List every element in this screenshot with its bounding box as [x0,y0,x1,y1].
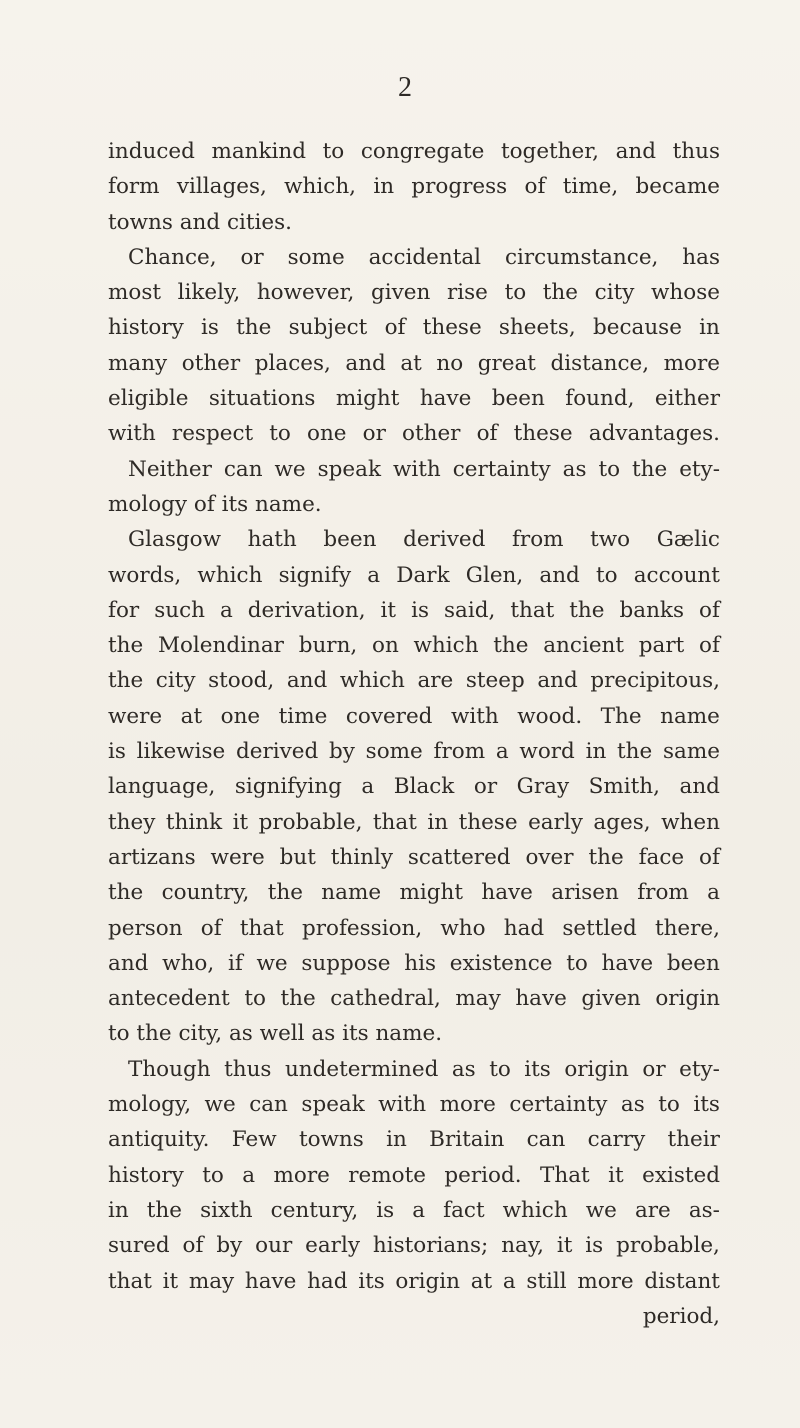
text-line: sured of by our early historians; nay, it is probable, [108,1233,720,1259]
text-line: in the sixth century, is a fact which we are as- [108,1197,720,1223]
page-number: 2 [398,72,412,103]
text-line: with respect to one or other of these advantages. [108,421,720,447]
text-line: the city stood, and which are steep and precipitous, [108,668,720,694]
text-line: antecedent to the cathedral, may have given origin [108,986,720,1012]
text-line: antiquity. Few towns in Britain can carry their [108,1127,720,1153]
text-line: is likewise derived by some from a word in the same [108,739,720,765]
text-line: towns and cities. [108,209,292,235]
text-line: the Molendinar burn, on which the ancient part of [108,633,720,659]
text-line: artizans were but thinly scattered over the face of [108,844,720,870]
catchword: period, [642,1303,720,1329]
text-line: Neither can we speak with certainty as to the ety- [128,456,720,482]
text-line: they think it probable, that in these early ages, when [108,809,720,835]
text-line: eligible situations might have been found, either [108,386,720,412]
text-line: person of that profession, who had settled there, [108,915,720,941]
text-line: Glasgow hath been derived from two Gælic [128,527,720,553]
text-line: that it may have had its origin at a still more distant [108,1268,720,1294]
text-line: language, signifying a Black or Gray Smith, and [108,774,720,800]
text-line: many other places, and at no great distance, more [108,350,720,376]
text-line: mology, we can speak with more certainty as to its [108,1092,720,1118]
text-line: to the city, as well as its name. [108,1021,443,1047]
text-line: for such a derivation, it is said, that the banks of [108,597,720,623]
text-line: history is the subject of these sheets, because in [108,315,720,341]
text-line: history to a more remote period. That it existed [108,1162,720,1188]
body-text [108,134,720,1334]
text-line: Though thus undetermined as to its origin or ety- [128,1056,720,1082]
text-line: induced mankind to congregate together, and thus [108,139,720,164]
text-line: the country, the name might have arisen from a [108,880,720,906]
text-line: were at one time covered with wood. The name [108,703,720,729]
text-line: words, which signify a Dark Glen, and to account [108,562,720,588]
text-line: Chance, or some accidental circumstance, has [128,244,720,270]
text-line: form villages, which, in progress of time, became [108,174,720,200]
text-line: and who, if we suppose his existence to have been [108,950,720,976]
text-line: most likely, however, given rise to the city whose [108,280,720,306]
text-line: mology of its name. [108,491,322,517]
